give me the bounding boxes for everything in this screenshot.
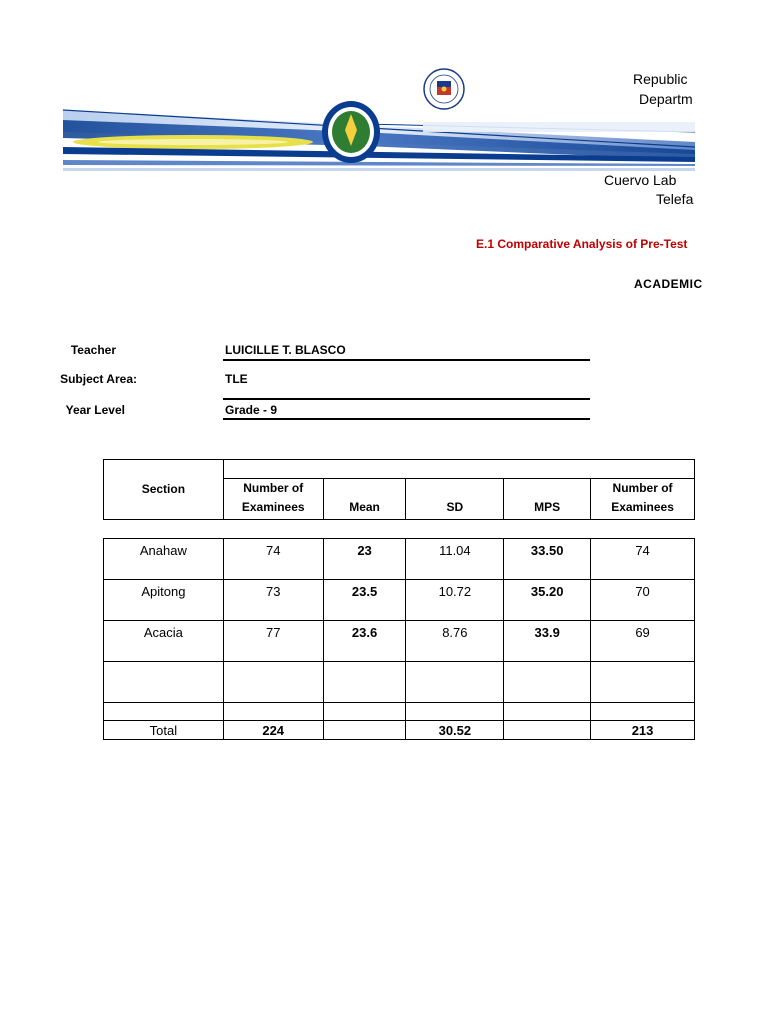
row-sd: 10.72 bbox=[406, 580, 504, 621]
header-department: Departm bbox=[639, 91, 693, 107]
teacher-label: Teacher bbox=[70, 343, 116, 357]
header-republic: Republic bbox=[633, 71, 688, 87]
header-sd: SD bbox=[406, 479, 504, 520]
row-mps: 35.20 bbox=[504, 580, 591, 621]
year-level-label: Year Level bbox=[65, 403, 125, 417]
header-group-cell bbox=[223, 460, 694, 479]
table-row bbox=[104, 580, 695, 621]
subject-underline bbox=[223, 398, 590, 400]
total-row bbox=[104, 721, 695, 740]
year-level-underline bbox=[223, 418, 590, 420]
row-examinees: 74 bbox=[223, 539, 323, 580]
table-spacer bbox=[104, 520, 695, 539]
division-seal-icon bbox=[321, 100, 381, 164]
row-examinees: 73 bbox=[223, 580, 323, 621]
header-section: Section bbox=[104, 460, 224, 520]
table-row-empty bbox=[104, 662, 695, 703]
table-row-empty bbox=[104, 703, 695, 721]
header-mean: Mean bbox=[323, 479, 406, 520]
row-examinees-2: 70 bbox=[591, 580, 695, 621]
row-mean: 23.6 bbox=[323, 621, 406, 662]
row-mps: 33.9 bbox=[504, 621, 591, 662]
row-sd: 8.76 bbox=[406, 621, 504, 662]
teacher-value: LUICILLE T. BLASCO bbox=[225, 343, 346, 357]
total-examinees: 224 bbox=[223, 721, 323, 740]
total-mean bbox=[323, 721, 406, 740]
teacher-underline bbox=[223, 359, 590, 361]
total-examinees-2: 213 bbox=[591, 721, 695, 740]
header-address: Cuervo Lab bbox=[604, 172, 677, 188]
academic-year-label: ACADEMIC bbox=[634, 277, 703, 291]
results-table bbox=[103, 459, 695, 740]
row-section: Apitong bbox=[104, 580, 224, 621]
year-level-value: Grade - 9 bbox=[225, 403, 278, 417]
header-examinees-1: Number of Examinees bbox=[223, 479, 323, 520]
header-examinees-2: Number of Examinees bbox=[591, 479, 695, 520]
table-row bbox=[104, 621, 695, 662]
report-title: E.1 Comparative Analysis of Pre-Test bbox=[476, 237, 688, 251]
header-telephone: Telefa bbox=[656, 191, 694, 207]
row-mps: 33.50 bbox=[504, 539, 591, 580]
subject-value: TLE bbox=[225, 372, 248, 386]
row-mean: 23.5 bbox=[323, 580, 406, 621]
subject-label: Subject Area: bbox=[60, 372, 137, 386]
total-sd: 30.52 bbox=[406, 721, 504, 740]
total-mps bbox=[504, 721, 591, 740]
row-examinees-2: 69 bbox=[591, 621, 695, 662]
deped-seal-icon bbox=[420, 68, 468, 110]
row-sd: 11.04 bbox=[406, 539, 504, 580]
table-row bbox=[104, 539, 695, 580]
row-examinees-2: 74 bbox=[591, 539, 695, 580]
row-section: Anahaw bbox=[104, 539, 224, 580]
total-label: Total bbox=[104, 721, 224, 740]
row-mean: 23 bbox=[323, 539, 406, 580]
row-examinees: 77 bbox=[223, 621, 323, 662]
row-section: Acacia bbox=[104, 621, 224, 662]
header-mps: MPS bbox=[504, 479, 591, 520]
